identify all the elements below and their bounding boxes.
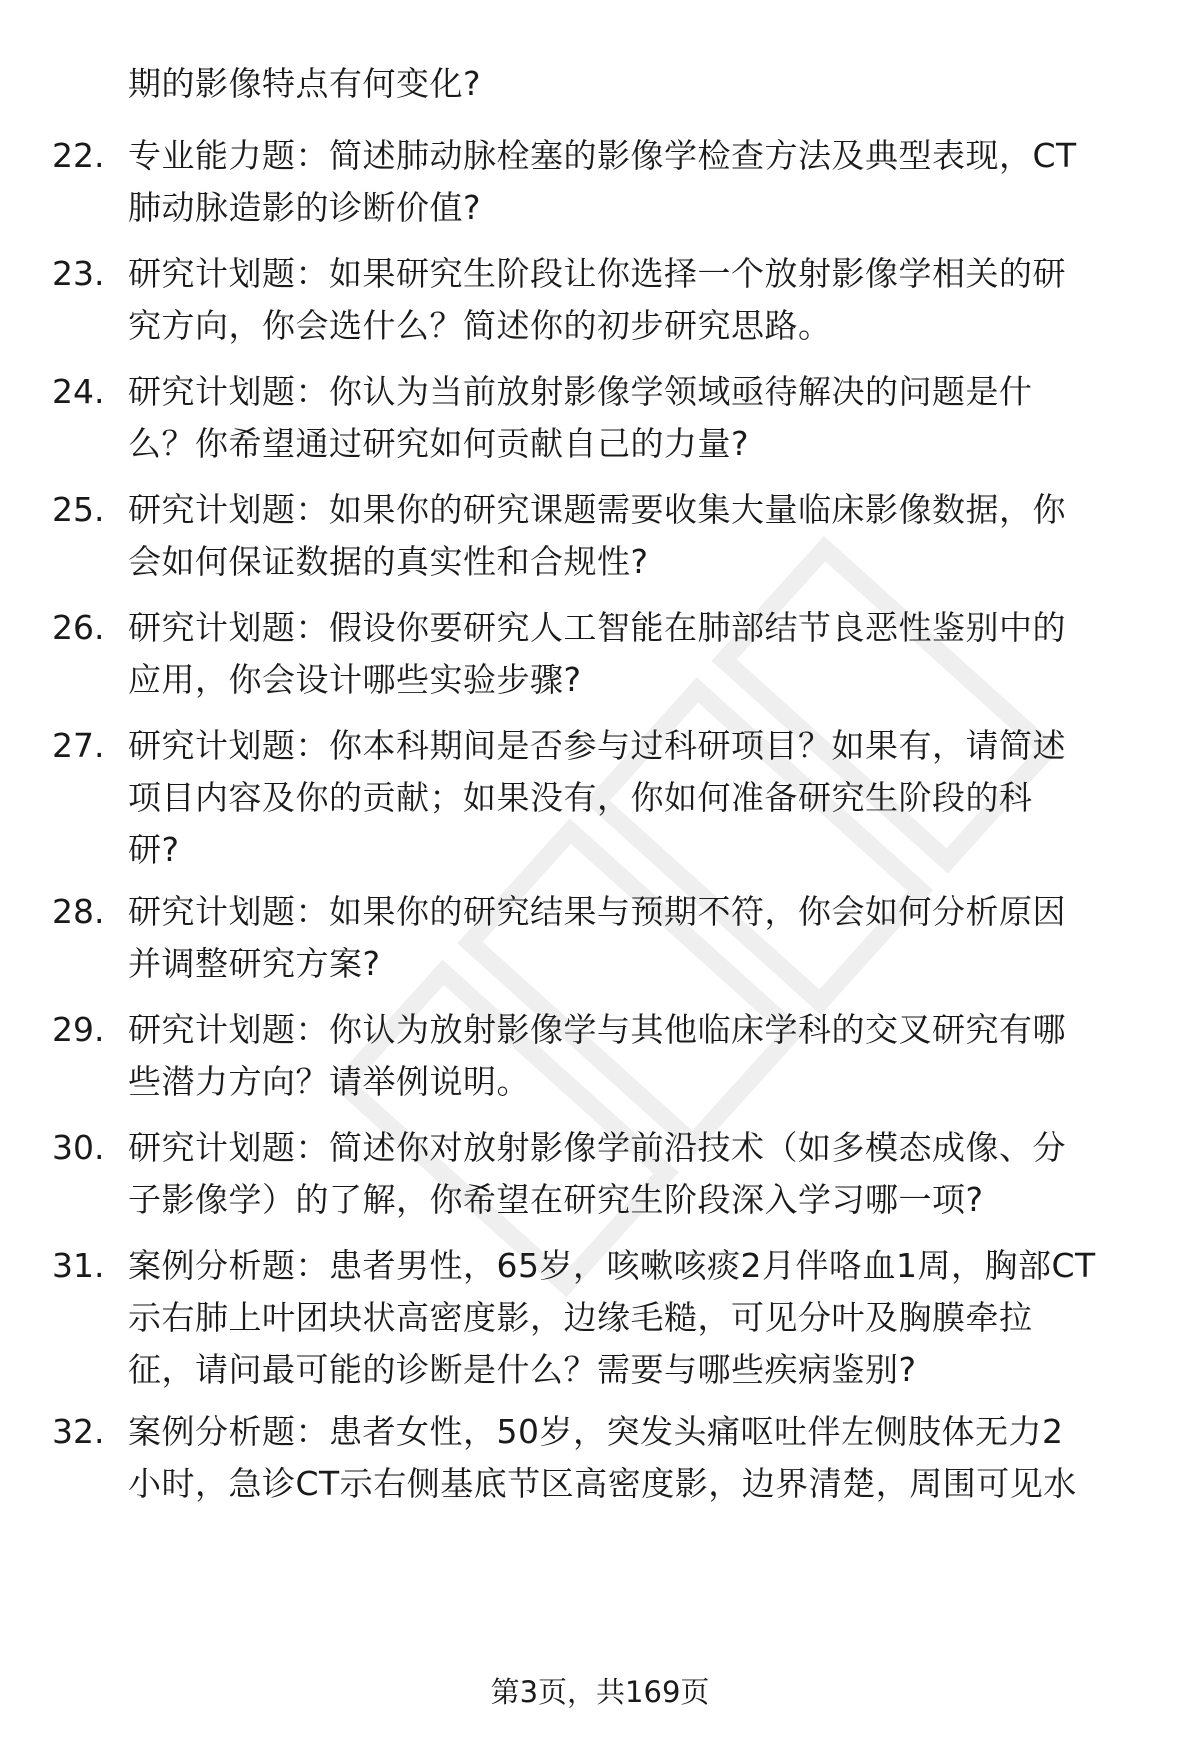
question-line: 么？你希望通过研究如何贡献自己的力量? (128, 424, 750, 463)
question-number: 23. (52, 254, 105, 293)
question-line: 研究计划题：你本科期间是否参与过科研项目？如果有，请简述 (128, 726, 1066, 765)
question-text (128, 366, 1168, 470)
question-text (128, 484, 1168, 588)
question-line: 研? (128, 830, 180, 869)
question-line: 并调整研究方案? (128, 944, 381, 983)
question-line: 会如何保证数据的真实性和合规性? (128, 542, 649, 581)
question-number: 32. (52, 1412, 105, 1451)
question-number: 22. (52, 136, 105, 175)
question-text (128, 886, 1168, 990)
question-text (128, 1406, 1168, 1510)
question-line: 些潜力方向？请举例说明。 (128, 1062, 530, 1101)
question-number: 27. (52, 726, 105, 765)
question-text (128, 1122, 1168, 1226)
question-line: 应用，你会设计哪些实验步骤? (128, 660, 582, 699)
question-text (128, 1004, 1168, 1108)
question-text (128, 720, 1168, 876)
question-line: 研究计划题：如果你的研究课题需要收集大量临床影像数据，你 (128, 490, 1066, 529)
question-line: 专业能力题：简述肺动脉栓塞的影像学检查方法及典型表现，CT (128, 136, 1077, 175)
question-line: 小时，急诊CT示右侧基底节区高密度影，边界清楚，周围可见水 (128, 1464, 1077, 1503)
question-number: 26. (52, 608, 105, 647)
question-number: 28. (52, 892, 105, 931)
question-text (128, 248, 1168, 352)
question-text (128, 602, 1168, 706)
question-line: 征，请问最可能的诊断是什么？需要与哪些疾病鉴别? (128, 1350, 917, 1389)
question-line: 研究计划题：你认为放射影像学与其他临床学科的交叉研究有哪 (128, 1010, 1066, 1049)
question-number: 31. (52, 1246, 105, 1285)
question-line: 研究计划题：你认为当前放射影像学领域亟待解决的问题是什 (128, 372, 1033, 411)
question-line: 子影像学）的了解，你希望在研究生阶段深入学习哪一项? (128, 1180, 984, 1219)
question-line: 案例分析题：患者男性，65岁，咳嗽咳痰2月伴咯血1周，胸部CT (128, 1246, 1096, 1285)
question-text (128, 1240, 1168, 1396)
question-line: 研究计划题：如果你的研究结果与预期不符，你会如何分析原因 (128, 892, 1066, 931)
question-number: 30. (52, 1128, 105, 1167)
page-footer: 第3页，共169页 (490, 1675, 710, 1709)
question-number: 24. (52, 372, 105, 411)
question-line: 案例分析题：患者女性，50岁，突发头痛呕吐伴左侧肢体无力2 (128, 1412, 1064, 1451)
question-line: 研究计划题：假设你要研究人工智能在肺部结节良恶性鉴别中的 (128, 608, 1066, 647)
question-line: 示右肺上叶团块状高密度影，边缘毛糙，可见分叶及胸膜牵拉 (128, 1298, 1033, 1337)
question-number: 29. (52, 1010, 105, 1049)
question-line: 研究计划题：如果研究生阶段让你选择一个放射影像学相关的研 (128, 254, 1066, 293)
question-number: 25. (52, 490, 105, 529)
question-line: 研究计划题：简述你对放射影像学前沿技术（如多模态成像、分 (128, 1128, 1066, 1167)
question-line: 肺动脉造影的诊断价值? (128, 188, 482, 227)
question-line: 项目内容及你的贡献；如果没有，你如何准备研究生阶段的科 (128, 778, 1033, 817)
continuation-line: 期的影像特点有何变化? (128, 64, 482, 103)
question-line: 究方向，你会选什么？简述你的初步研究思路。 (128, 306, 832, 345)
question-text (128, 130, 1168, 234)
